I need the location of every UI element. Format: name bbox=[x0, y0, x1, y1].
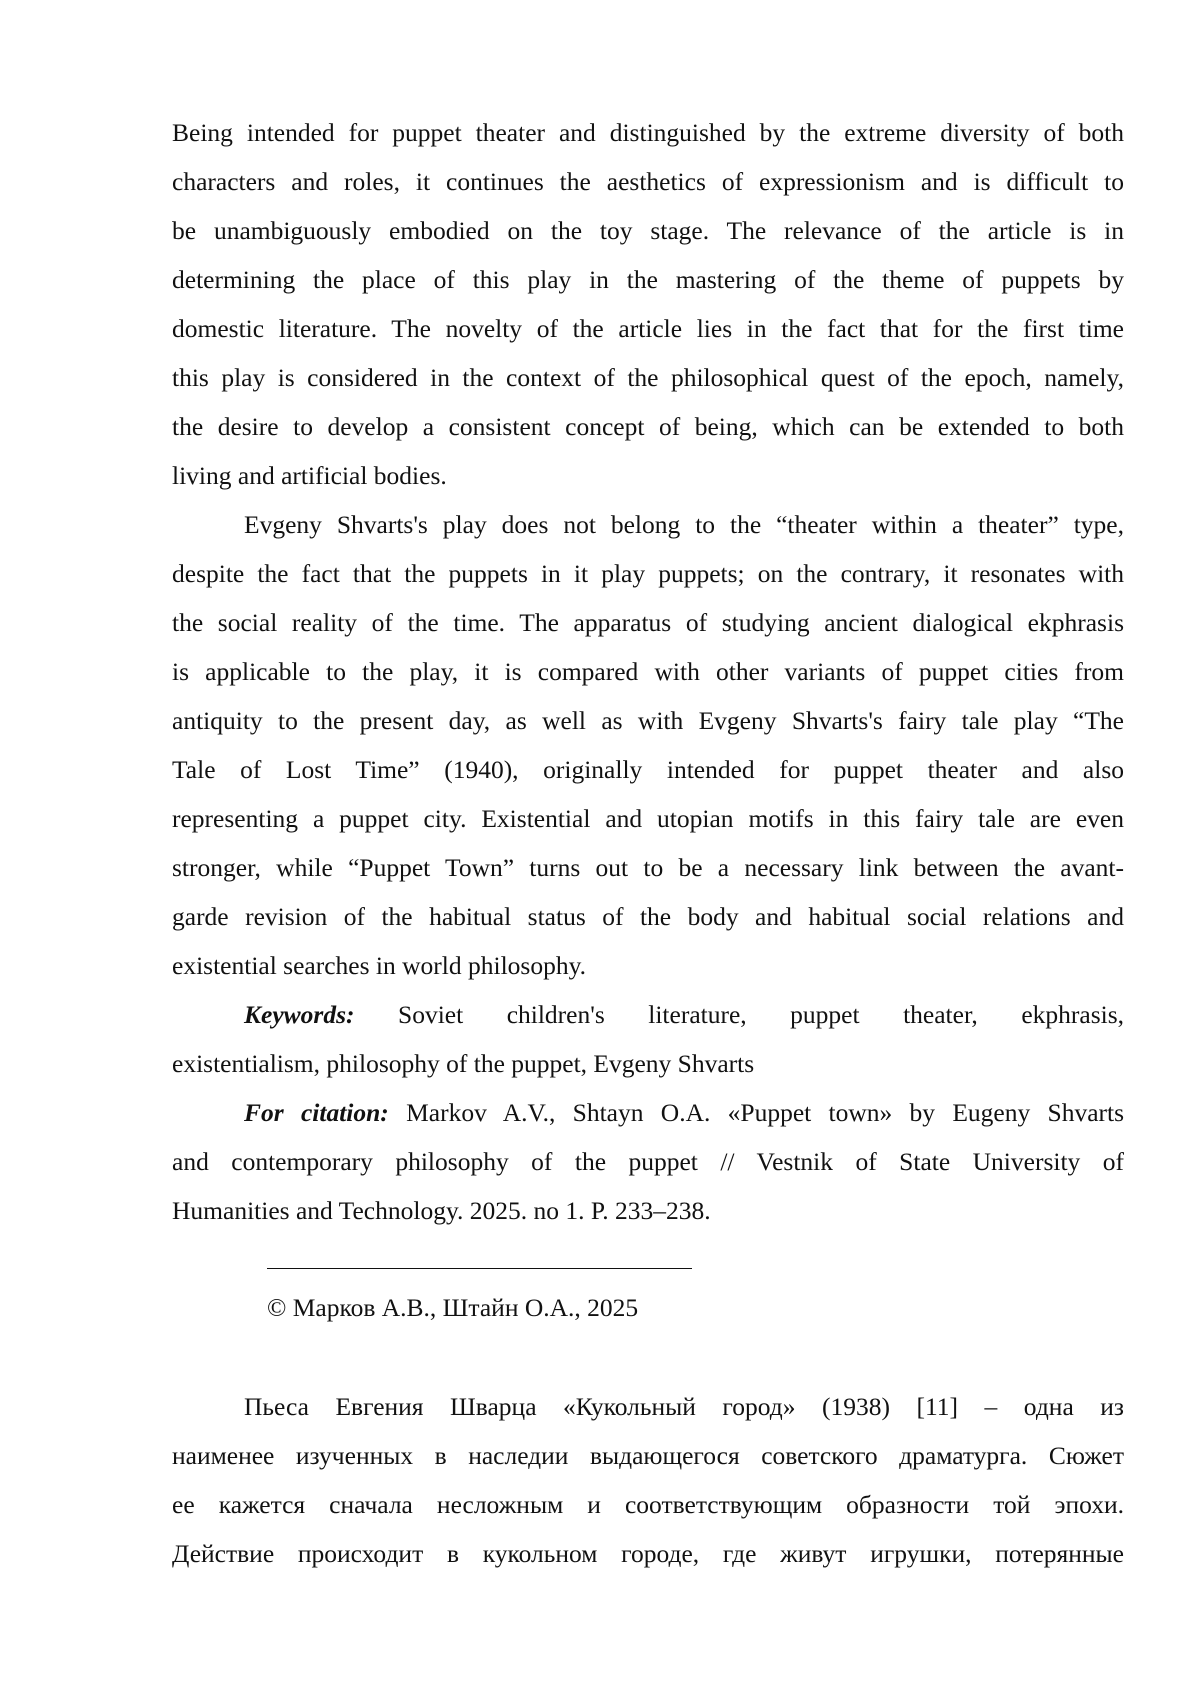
abstract-paragraph-2 bbox=[172, 500, 1124, 990]
text-line: garde revision of the habitual status of the body and habitual social relations and bbox=[172, 892, 1124, 941]
keywords bbox=[172, 990, 1124, 1088]
text-line: Humanities and Technology. 2025. no 1. P. 233–238. bbox=[172, 1186, 1124, 1235]
text-line bbox=[172, 990, 1124, 1039]
text-line: ее кажется сначала несложным и соответствующим образности той эпохи. bbox=[172, 1480, 1124, 1529]
text-line: the social reality of the time. The apparatus of studying ancient dialogical ekphrasis bbox=[172, 598, 1124, 647]
text-line: representing a puppet city. Existential and utopian motifs in this fairy tale are even bbox=[172, 794, 1124, 843]
text-line: Being intended for puppet theater and distinguished by the extreme diversity of both bbox=[172, 108, 1124, 157]
citation-label: For citation: bbox=[244, 1098, 389, 1127]
body-paragraph bbox=[172, 1382, 1124, 1578]
text-line: be unambiguously embodied on the toy stage. The relevance of the article is in bbox=[172, 206, 1124, 255]
citation bbox=[172, 1088, 1124, 1235]
text-line: the desire to develop a consistent concept of being, which can be extended to both bbox=[172, 402, 1124, 451]
abstract-paragraph-1 bbox=[172, 108, 1124, 500]
text-line: this play is considered in the context of the philosophical quest of the epoch, namely, bbox=[172, 353, 1124, 402]
text-line: is applicable to the play, it is compared with other variants of puppet cities from bbox=[172, 647, 1124, 696]
keywords-label: Keywords: bbox=[244, 1000, 355, 1029]
text-line: antiquity to the present day, as well as with Evgeny Shvarts's fairy tale play “The bbox=[172, 696, 1124, 745]
text-line: stronger, while “Puppet Town” turns out to be a necessary link between the avant- bbox=[172, 843, 1124, 892]
abstract-text bbox=[172, 108, 1124, 1235]
footnote-divider bbox=[267, 1268, 692, 1269]
text-line: Tale of Lost Time” (1940), originally intended for puppet theater and also bbox=[172, 745, 1124, 794]
text-line: existentialism, philosophy of the puppet, Evgeny Shvarts bbox=[172, 1039, 1124, 1088]
keywords-text: Soviet children's literature, puppet theater, ekphrasis, bbox=[398, 1000, 1124, 1029]
text-line: living and artificial bodies. bbox=[172, 451, 1124, 500]
text-line: Пьеса Евгения Шварца «Кукольный город» (1938) [11] – одна из bbox=[172, 1382, 1124, 1431]
copyright-notice: © Марков А.В., Штайн О.А., 2025 bbox=[267, 1283, 638, 1332]
text-line bbox=[172, 1088, 1124, 1137]
text-line: characters and roles, it continues the aesthetics of expressionism and is difficult to bbox=[172, 157, 1124, 206]
text-line: despite the fact that the puppets in it play puppets; on the contrary, it resonates with bbox=[172, 549, 1124, 598]
text-line: Evgeny Shvarts's play does not belong to the “theater within a theater” type, bbox=[172, 500, 1124, 549]
text-line: existential searches in world philosophy. bbox=[172, 941, 1124, 990]
citation-text: Markov A.V., Shtayn O.A. «Puppet town» by Eugeny Shvarts bbox=[406, 1098, 1124, 1127]
text-line: Действие происходит в кукольном городе, где живут игрушки, потерянные bbox=[172, 1529, 1124, 1578]
text-line: наименее изученных в наследии выдающегося советского драматурга. Сюжет bbox=[172, 1431, 1124, 1480]
text-line: domestic literature. The novelty of the article lies in the fact that for the first time bbox=[172, 304, 1124, 353]
text-line: and contemporary philosophy of the puppet // Vestnik of State University of bbox=[172, 1137, 1124, 1186]
text-line: determining the place of this play in the mastering of the theme of puppets by bbox=[172, 255, 1124, 304]
